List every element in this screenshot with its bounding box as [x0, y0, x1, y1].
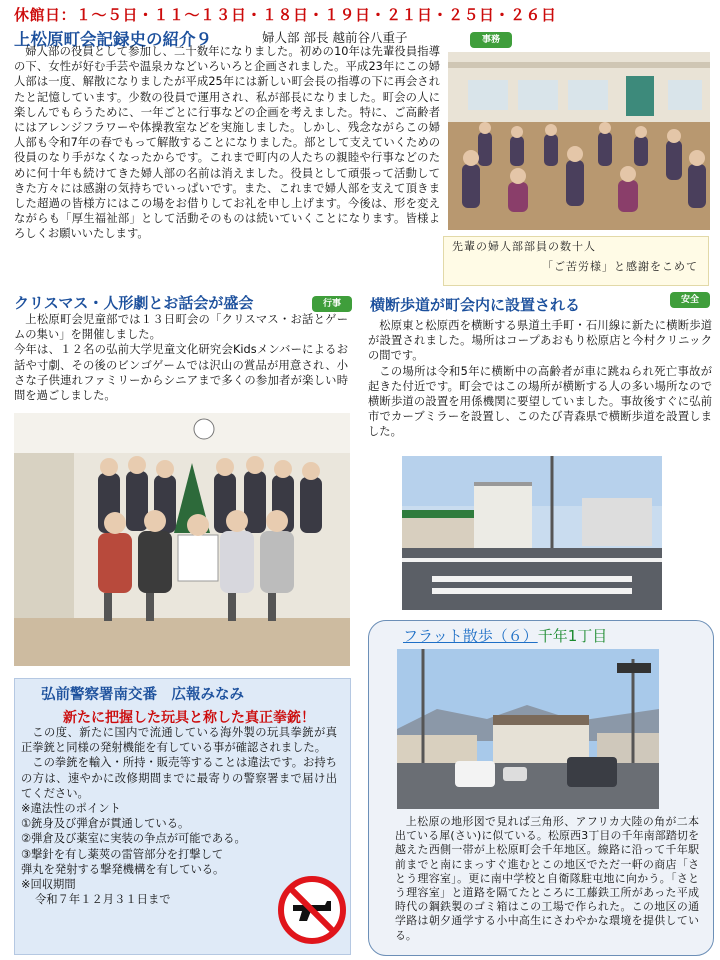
no-gun-icon — [277, 875, 347, 945]
police-box — [14, 678, 351, 955]
christmas-para-1: 上松原町会児童部では１３日町会の「クリスマス・お話とゲームの集い」を開催しました。 — [14, 313, 348, 342]
christmas-photo — [14, 413, 350, 666]
flat-body — [395, 815, 699, 943]
history-caption — [443, 236, 709, 286]
closed-days: 休館日：１～５日・１１～１３日・１８日・１９日・２１日・２５日・２６日 — [14, 6, 557, 24]
christmas-para-2: 今年は、１２名の弘前大学児童文化研究会Kidsメンバーによるお話や寸劇、その後のビンゴゲームでは沢山の賞品が用意され、小さな子供連れファミリーからシニアまで多くの参加者が楽しい時間を過ごしました。 — [14, 343, 348, 403]
street-photo-illustration — [402, 456, 662, 610]
crosswalk-body — [368, 318, 712, 440]
flat-walk-box — [368, 620, 714, 956]
point-item: 弾丸を発射する撃発機構を有している。 — [21, 862, 225, 876]
intersection-photo-illustration — [397, 649, 659, 809]
police-title: 弘前警察署南交番 広報みなみ — [41, 687, 244, 703]
caption-line-2: 「ご苦労様」と感謝をこめて — [542, 260, 698, 273]
police-points — [21, 801, 246, 907]
point-item: ①銃身及び弾倉が貫通している。 — [21, 817, 190, 831]
history-title: 上松原町会記録史の紹介９ — [14, 30, 212, 49]
period-value: 令和７年１２月３１日まで — [35, 893, 171, 907]
police-headline: 新たに把握した玩具と称した真正拳銃！ — [63, 710, 315, 726]
history-author: 婦人部 部長 越前谷八重子 — [262, 30, 408, 45]
flat-title-place: 千年1丁目 — [537, 627, 608, 645]
crosswalk-para-2: この場所は令和5年に横断中の高齢者が車に跳ねられ死亡事故が起きた付近です。町会ではこの場所が横断する人の多い場所なので横断歩道の設置を用係機関に要望していました。事故後すぐに弘前市でカーブミラーを設置し、このたび青森県で横断歩道を設置しました。 — [368, 364, 712, 439]
christmas-title: クリスマス・人形劇とお話会が盛会 — [14, 294, 254, 312]
history-paragraph: 婦人部の役員として参加し、二十数年になりました。初めの10年は先輩役員指導の下、女性が好む手芸や温泉カなどいろいろと企画されました。平成23年にこの婦人部は一度、解散になりましたが平成25年には新しい町会長の指導の下に再会されたと記憶しています。少数の役員で運用され、私が部長になりました。町会の人に楽しんでもらうために、一年ごとに行事などの企画を考えました。特に、ご高齢者にはアレンジフラワーや体操教室などを実施しました。しかし、残念ながらこの婦人部も令和7年の春でもって解散することになりました。部として支えていくための役員のなり手がなくなったからです。これまで町内の人たちの親睦や行事などのために何十年も続けてきた婦人部の名前は消えました。役員として頑張って活動してきた方々には感謝の気持ちでいっぱいです。また、これまで婦人部を支えて頂きました超過の皆様方にはこの場をお借りしてお礼を申し上げます。今後は、形を変えながらも「厚生福祉部」として活動そのものは続いていくことになります。皆様よろしくお願いいたします。 — [14, 45, 440, 241]
exercise-photo-illustration — [448, 52, 710, 230]
crosswalk-title: 横断歩道が町会内に設置される — [370, 296, 581, 314]
points-title: ※違法性のポイント — [21, 802, 121, 815]
point-item: ②弾倉及び薬室に実装の争点が可能である。 — [21, 832, 246, 846]
group-photo-illustration — [14, 413, 350, 666]
flat-title — [403, 625, 607, 646]
crosswalk-para-1: 松原東と松原西を横断する県道土手町・石川線に新たに横断歩道が設置されました。場所はコープあおもり松原店と今村クリニックの間です。 — [368, 319, 712, 363]
flat-photo — [397, 649, 659, 809]
police-para-1: この度、新たに国内で流通している海外製の玩具拳銃が真正拳銃と同様の発射機能を有している事が確認されました。 — [21, 726, 337, 755]
period-title: ※回収期間 — [21, 878, 76, 892]
police-body — [21, 725, 337, 801]
point-item: ③撃針を有し薬莢の雷管部分を打撃して — [21, 847, 224, 861]
christmas-tag: 行事 — [312, 296, 352, 312]
crosswalk-tag: 安全 — [670, 292, 710, 308]
caption-line-1: 先輩の婦人部部員の数十人 — [452, 240, 596, 253]
history-tag: 事務 — [470, 32, 512, 48]
flat-paragraph: 上松原の地形図で見れば三角形、アフリカ大陸の角が二本出ている犀(さい)に似ている。松原西3丁目の千年南部踏切を越えた西側一帯が上松原町会千年地区。線路に沿って千年駅前までと南にまっすぐ進むとこの地区でただ一軒の商店「さとう理容室」。更に南中学校と自衛隊駐屯地に向かう。「さとう理容室」と道路を隔てたところに工藤鉄工所があった平成時代の鋼鉄製のゴミ箱はこの工場で作られた。この地区の通学路は朝夕通学する小中高生にさわやかな環境を提供している。 — [395, 815, 699, 942]
history-body — [14, 44, 440, 242]
christmas-body — [14, 312, 348, 403]
history-photo — [448, 52, 710, 230]
crosswalk-photo — [402, 456, 662, 610]
flat-title-main: フラット散歩（６） — [403, 627, 538, 645]
police-para-2: この拳銃を輸入・所持・販売等することは違法です。お持ちの方は、速やかに改修期間までに最寄りの警察署まで届け出てください。 — [21, 756, 337, 800]
